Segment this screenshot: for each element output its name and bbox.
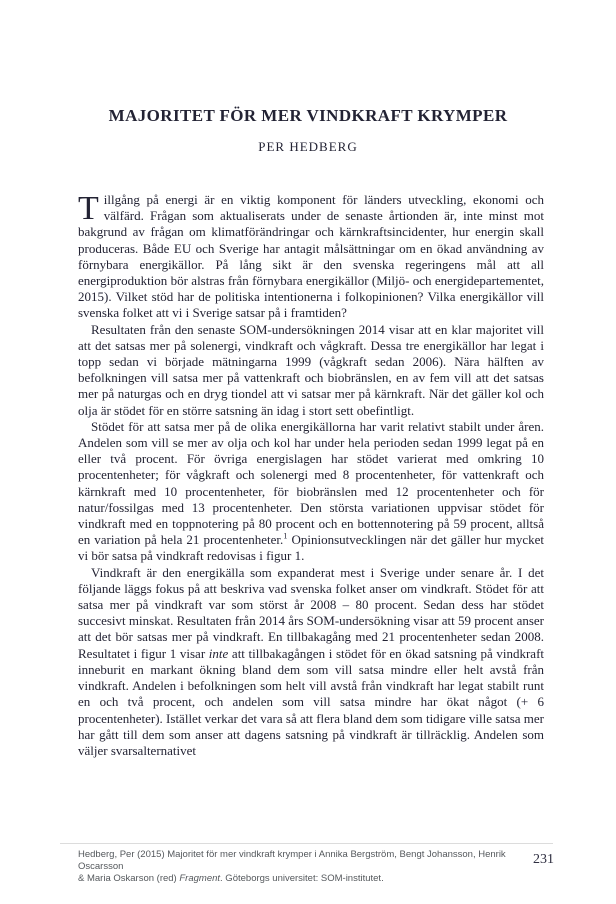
article-body — [78, 192, 544, 847]
paragraph-stability-continuation: Opinionsutvecklingen när det gäller hur mycket vi bör satsa på vindkraft redovisas i figur 1. — [78, 532, 544, 564]
page-title: MAJORITET FÖR MER VINDKRAFT KRYMPER — [108, 106, 508, 126]
paragraph-intro-text: illgång på energi är en viktig komponent för länders utveckling, ekonomi och välfärd. Frågan som aktualiserats under de senaste årtionden är, inte minst mot bakgrund av frågan om klimatförändringar och kärnkraftsincidenter, hur energin skall produceras. Både EU och Sverige har antagit målsättningar om en ökad användning av förnybara energikällor. På lång sikt är den svenska regeringens mål att all energiproduktion bör alstras från förnybara energikällor (Miljö- och energidepartementet, 2015). Vilket stöd har de politiska intentionerna i folkopinionen? Vilka energikällor vill svenska folket att vi i Sverige satsar på i framtiden? — [78, 192, 544, 321]
citation-line-2-suffix: . Göteborgs universitet: SOM-institutet. — [220, 873, 384, 884]
paragraph-windpower-continuation: att tillbakagången i stödet för en ökad satsning på vindkraft inneburit en markant ökning bland dem som vill satsa mindre eller helt avstå från vindkraft. Andelen i befolkningen som helt vill avstå från vindkraft har legat stabilt runt en och två procent, och andelen som vill satsa mindre har ökat något (+ 6 procentenheter). Istället verkar det vara så att flera bland dem som tidigare ville satsa mer har gått till dem som anser att dagens satsning på vindkraft är tillräcklig. Andelen som väljer svarsalternativet — [78, 645, 544, 758]
drop-cap: T — [78, 192, 99, 227]
citation-line-2-prefix: & Maria Oskarson (red) — [78, 873, 180, 884]
citation-line-1: Hedberg, Per (2015) Majoritet för mer vindkraft krymper i Annika Bergström, Bengt Johansson, Henrik Oscarsson — [78, 849, 506, 872]
citation-book-title: Fragment — [179, 873, 221, 884]
paragraph-intro — [78, 192, 544, 322]
paragraph-stability-text: Stödet för att satsa mer på de olika energikällorna har varit relativt stabilt under åren. Andelen som vill se mer av olja och kol har under hela perioden sedan 1999 legat på en eller två procent. För övriga energislagen har stödet varierat med omkring 10 procentenheter; för vågkraft och solenergi med 8 procentenheter, för vattenkraft och kärnkraft med 10 procentenheter, för biobränslen med 12 procentenheter och för natur/fossilgas med 13 procentenheter. Den största variationen uppvisar stödet för vindkraft med en toppnotering på 80 procent och en bottennotering på 59 procent, alltså en variation på hela 21 procentenheter. — [78, 418, 544, 548]
paragraph-windpower-text: Vindkraft är den energikälla som expanderat mest i Sverige under senare år. I det följande läggs fokus på att beskriva vad svenska folket anser om vindkraft. Stödet för att satsa mer på vindkraft var som störst år 2008 – 80 procent. Sedan dess har stödet succesivt minskat. Resultaten från 2014 års SOM-undersökning visar att 59 procent anser att det bör satsas mer på vindkraft. En tillbakagång med 21 procentenheter sedan 2008. Resultatet i figur 1 visar — [78, 564, 544, 661]
footer-citation — [78, 849, 508, 885]
author-name: PER HEDBERG — [258, 139, 358, 154]
citation-line-2 — [78, 873, 508, 885]
paragraph-results: Resultaten från den senaste SOM-undersökningen 2014 visar att en klar majoritet vill att det satsas mer på solenergi, vindkraft och vågkraft. Dessa tre energikällor har legat i topp sedan vi började mätningarna 1999 (vågkraft sedan 2006). Nära hälften av befolkningen vill satsa mer på vattenkraft och biobränslen, en av fem vill att det satsas mer på naturgas och en dryg tiondel att vi satsar mer på kärnkraft. När det gäller kol och olja är stödet för en större satsning än idag i stort sett obefintligt. — [78, 321, 544, 418]
emphasis-inte: inte — [208, 645, 229, 661]
page-number: 231 — [533, 852, 554, 867]
footnote-reference: 1 — [283, 530, 288, 541]
paragraph-stability — [78, 419, 544, 565]
footer-divider — [60, 843, 553, 844]
paragraph-windpower — [78, 565, 544, 759]
